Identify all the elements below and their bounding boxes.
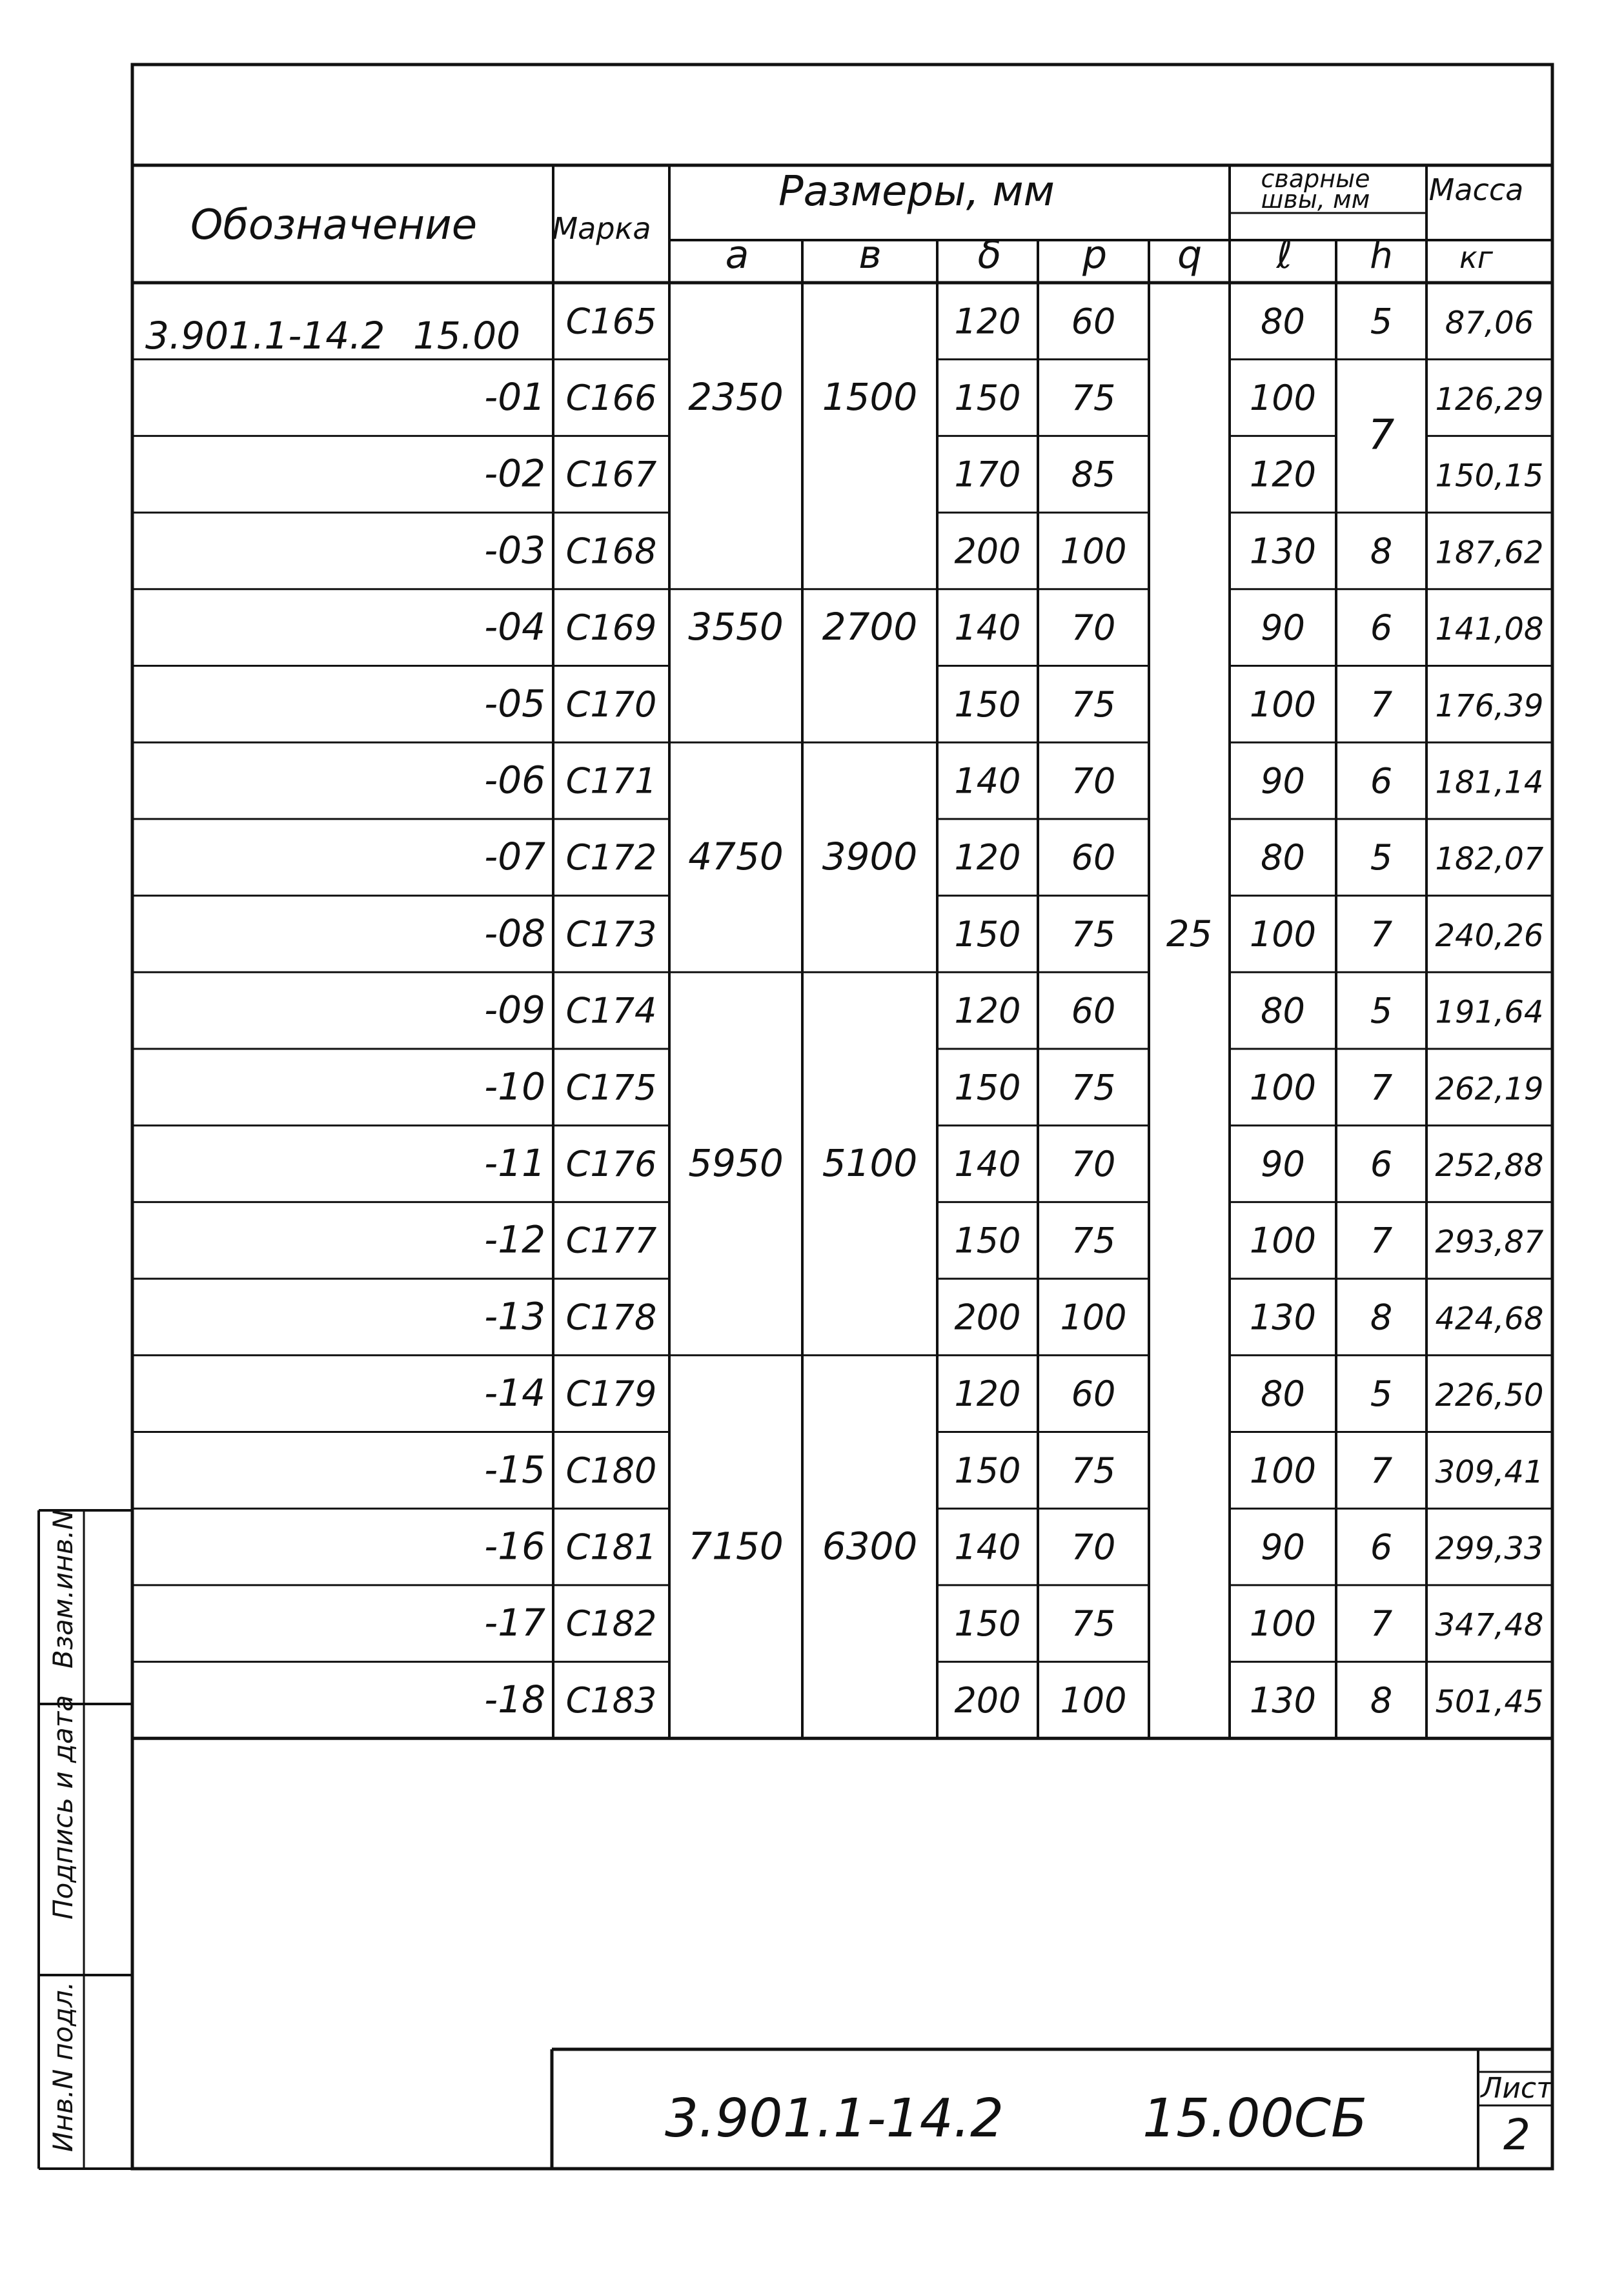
row-l: 120 xyxy=(1249,454,1317,495)
row-h: 6 xyxy=(1370,1144,1393,1185)
row-suffix: -15 xyxy=(484,1447,545,1492)
row-p: 60 xyxy=(1071,990,1116,1031)
row-l: 90 xyxy=(1261,607,1305,649)
header-mass-unit: кг xyxy=(1459,240,1493,275)
row-mass: 252,88 xyxy=(1435,1148,1544,1184)
row-p: 70 xyxy=(1071,760,1116,802)
row-l: 100 xyxy=(1249,1603,1317,1645)
row-h: 5 xyxy=(1370,301,1393,342)
row-mark: С167 xyxy=(565,454,657,495)
row-l: 80 xyxy=(1261,837,1305,878)
row-h: 7 xyxy=(1370,913,1393,955)
header-q: q xyxy=(1177,232,1203,278)
row-suffix: -14 xyxy=(484,1371,545,1415)
row-p: 75 xyxy=(1071,1450,1116,1491)
table-header xyxy=(190,165,1523,278)
row-mass: 191,64 xyxy=(1435,994,1544,1031)
row-p: 75 xyxy=(1071,913,1116,955)
row-p: 60 xyxy=(1071,301,1116,342)
row-mass: 187,62 xyxy=(1435,534,1544,571)
row-delta: 150 xyxy=(954,1603,1021,1645)
row-mark: С179 xyxy=(565,1374,657,1415)
header-p: р xyxy=(1082,232,1108,278)
row-mass: 424,68 xyxy=(1435,1301,1544,1337)
row-p: 100 xyxy=(1060,1679,1127,1721)
row-h: 7 xyxy=(1370,1220,1393,1261)
row-mark: С172 xyxy=(565,837,657,878)
header-a: а xyxy=(725,232,749,278)
row-h: 6 xyxy=(1370,1526,1393,1568)
row-l: 100 xyxy=(1249,1220,1317,1261)
row-mass: 126,29 xyxy=(1435,381,1544,418)
row-delta: 150 xyxy=(954,378,1021,419)
row-mass: 176,39 xyxy=(1435,687,1544,724)
stamp-inv-podl: Инв.N подл. xyxy=(47,1981,79,2153)
group-b-value: 5100 xyxy=(822,1141,918,1186)
group-b-value: 2700 xyxy=(822,605,918,649)
row-l: 80 xyxy=(1261,301,1305,342)
row-mark: С173 xyxy=(565,913,657,955)
header-h: h xyxy=(1370,235,1393,277)
header-delta: δ xyxy=(977,232,1002,278)
row-p: 75 xyxy=(1071,378,1116,419)
row-mass: 87,06 xyxy=(1445,305,1534,341)
row-delta: 200 xyxy=(954,1297,1021,1338)
row-mass: 347,48 xyxy=(1435,1607,1544,1644)
header-designation: Обозначение xyxy=(190,201,478,249)
row-h: 7 xyxy=(1370,684,1393,725)
row-h: 6 xyxy=(1370,607,1393,649)
stamp-podpis: Подпись и дата xyxy=(47,1695,79,1920)
row-delta: 150 xyxy=(954,913,1021,955)
row-suffix: -02 xyxy=(484,451,545,496)
row-suffix: -08 xyxy=(484,911,545,955)
row-p: 60 xyxy=(1071,1374,1116,1415)
row-suffix: -01 xyxy=(484,375,545,420)
row-suffix: -09 xyxy=(484,988,545,1032)
row-suffix: -18 xyxy=(484,1677,545,1721)
row-suffix: -17 xyxy=(484,1601,545,1645)
row-delta: 200 xyxy=(954,531,1021,572)
row-h: 7 xyxy=(1370,1603,1393,1645)
row-l: 130 xyxy=(1249,1679,1317,1721)
row-mass: 309,41 xyxy=(1435,1454,1544,1490)
row-p: 100 xyxy=(1060,1297,1127,1338)
group-a-value: 4750 xyxy=(688,835,784,879)
row-p: 100 xyxy=(1060,531,1127,572)
stamp-vzam: Взам.инв.N xyxy=(47,1509,79,1669)
group-a-value: 7150 xyxy=(688,1524,784,1568)
header-welds-line1: сварные xyxy=(1261,165,1370,193)
row-mark: С181 xyxy=(565,1526,657,1568)
title-sheet-label: Лист xyxy=(1481,2072,1553,2105)
row-suffix: -04 xyxy=(484,605,545,649)
header-mark: Марка xyxy=(552,211,651,246)
row-mark: С168 xyxy=(565,531,657,572)
row-delta: 150 xyxy=(954,1450,1021,1491)
row-p: 75 xyxy=(1071,1603,1116,1645)
side-stamp xyxy=(47,1510,79,2152)
row-h: 7 xyxy=(1370,1067,1393,1108)
row-mark: С171 xyxy=(565,760,657,802)
row-delta: 170 xyxy=(954,454,1021,495)
title-doc: 15.00СБ xyxy=(1142,2088,1368,2149)
row-l: 130 xyxy=(1249,1297,1317,1338)
row-suffix: -10 xyxy=(484,1064,545,1109)
row-p: 75 xyxy=(1071,684,1116,725)
row-p: 70 xyxy=(1071,1526,1116,1568)
row-suffix: -13 xyxy=(484,1294,545,1339)
row-mass: 299,33 xyxy=(1435,1530,1544,1567)
group-b-value: 1500 xyxy=(822,375,918,420)
row-l: 90 xyxy=(1261,1144,1305,1185)
row-mass: 501,45 xyxy=(1435,1683,1544,1720)
row-p: 75 xyxy=(1071,1220,1116,1261)
q-value: 25 xyxy=(1166,913,1213,955)
row-h: 5 xyxy=(1370,990,1393,1031)
row-mark: С165 xyxy=(565,301,657,342)
header-welds-line2: швы, мм xyxy=(1261,185,1370,214)
row-delta: 120 xyxy=(954,837,1021,878)
header-sizes: Размеры, мм xyxy=(778,168,1055,216)
row-mark: С176 xyxy=(565,1144,657,1185)
title-sheet-number: 2 xyxy=(1503,2110,1530,2160)
row-suffix: -07 xyxy=(484,835,545,879)
row-mass: 181,14 xyxy=(1435,764,1544,801)
row-delta: 150 xyxy=(954,684,1021,725)
row-h: 7 xyxy=(1370,1450,1393,1491)
title-code: 3.901.1-14.2 xyxy=(665,2088,1004,2149)
row-suffix: -06 xyxy=(484,758,545,802)
row-mass: 182,07 xyxy=(1435,841,1544,878)
row-suffix: -11 xyxy=(484,1141,545,1186)
row-l: 100 xyxy=(1249,684,1317,725)
row-delta: 150 xyxy=(954,1067,1021,1108)
row-mass: 141,08 xyxy=(1435,611,1544,648)
row-delta: 120 xyxy=(954,301,1021,342)
row-delta: 200 xyxy=(954,1679,1021,1721)
row-delta: 150 xyxy=(954,1220,1021,1261)
row-mass: 240,26 xyxy=(1435,917,1544,954)
row-l: 100 xyxy=(1249,1450,1317,1491)
group-a-value: 3550 xyxy=(688,605,784,649)
row-l: 100 xyxy=(1249,913,1317,955)
row-suffix: -03 xyxy=(484,528,545,573)
row-l: 90 xyxy=(1261,1526,1305,1568)
first-row-suffix: 15.00 xyxy=(413,314,521,358)
row-mark: С177 xyxy=(565,1220,657,1261)
row-h: 5 xyxy=(1370,837,1393,878)
row-p: 75 xyxy=(1071,1067,1116,1108)
row-delta: 140 xyxy=(954,760,1021,802)
header-l: ℓ xyxy=(1276,232,1293,278)
header-mass: Масса xyxy=(1428,172,1524,207)
row-delta: 120 xyxy=(954,990,1021,1031)
row-mass: 293,87 xyxy=(1435,1224,1544,1261)
row-l: 100 xyxy=(1249,1067,1317,1108)
row-delta: 140 xyxy=(954,607,1021,649)
title-block xyxy=(665,2072,1554,2160)
row-l: 80 xyxy=(1261,1374,1305,1415)
row-p: 70 xyxy=(1071,1144,1116,1185)
row-mark: С170 xyxy=(565,684,657,725)
row-mark: С174 xyxy=(565,990,657,1031)
row-mark: С180 xyxy=(565,1450,657,1491)
row-mark: С178 xyxy=(565,1297,657,1338)
row-l: 90 xyxy=(1261,760,1305,802)
row-p: 70 xyxy=(1071,607,1116,649)
group-b-value: 3900 xyxy=(822,835,918,879)
row-mark: С166 xyxy=(565,378,657,419)
row-mark: С182 xyxy=(565,1603,657,1645)
row-h: 8 xyxy=(1370,1679,1393,1721)
group-a-value: 2350 xyxy=(688,375,784,420)
row-suffix: -12 xyxy=(484,1217,545,1262)
row-mark: С169 xyxy=(565,607,657,649)
row-l: 80 xyxy=(1261,990,1305,1031)
header-b: в xyxy=(858,232,882,278)
row-l: 100 xyxy=(1249,378,1317,419)
row-mark: С183 xyxy=(565,1679,657,1721)
row-delta: 140 xyxy=(954,1144,1021,1185)
row-l: 130 xyxy=(1249,531,1317,572)
table-grid xyxy=(39,165,1552,2169)
row-mass: 150,15 xyxy=(1435,458,1544,494)
merged-h-value: 7 xyxy=(1368,411,1395,460)
group-a-value: 5950 xyxy=(688,1141,784,1186)
row-mark: С175 xyxy=(565,1067,657,1108)
row-p: 85 xyxy=(1071,454,1116,495)
row-mass: 226,50 xyxy=(1435,1377,1544,1414)
row-delta: 140 xyxy=(954,1526,1021,1568)
row-h: 8 xyxy=(1370,531,1393,572)
row-suffix: -05 xyxy=(484,681,545,725)
row-p: 60 xyxy=(1071,837,1116,878)
first-row-code: 3.901.1-14.2 xyxy=(145,314,385,358)
row-h: 8 xyxy=(1370,1297,1393,1338)
row-h: 5 xyxy=(1370,1374,1393,1415)
group-b-value: 6300 xyxy=(822,1524,918,1568)
row-h: 6 xyxy=(1370,760,1393,802)
row-delta: 120 xyxy=(954,1374,1021,1415)
row-mass: 262,19 xyxy=(1435,1071,1544,1108)
row-suffix: -16 xyxy=(484,1524,545,1568)
